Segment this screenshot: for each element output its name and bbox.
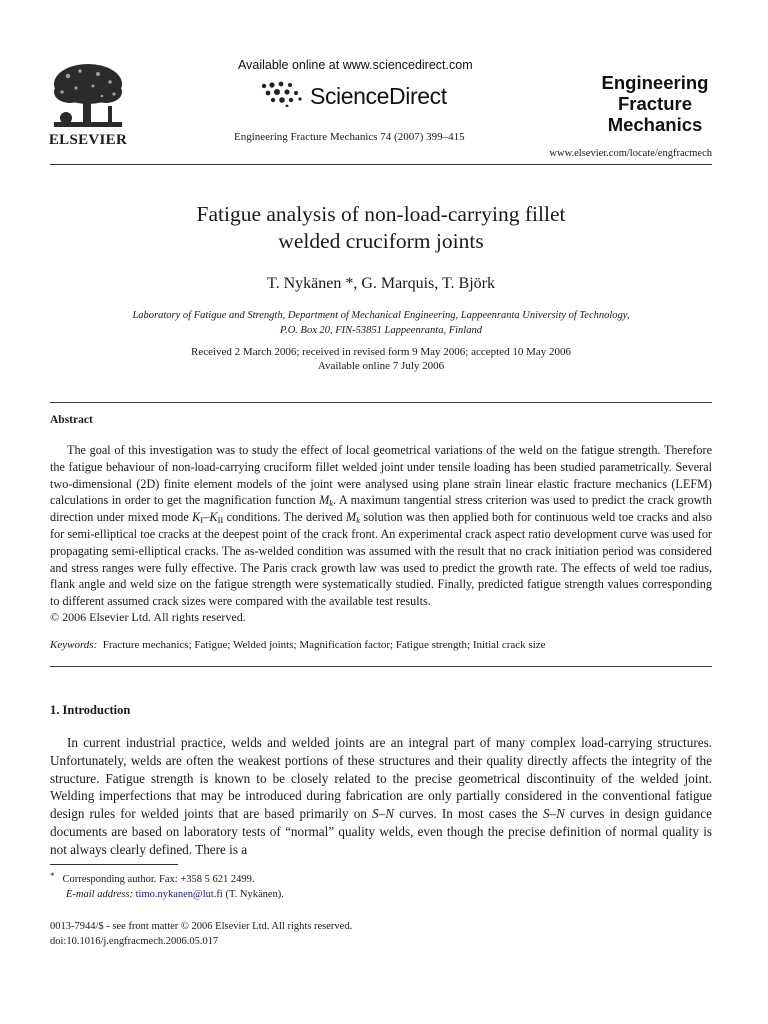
journal-name-line: Fracture: [617, 93, 693, 114]
introduction-text: In current industrial practice, welds and welded joints are an integral part of many complex load-carrying structures. Unfortunately, welds are often the weakest portions of these structures and their quality directly affects the integrity of the structure. Fatigue strength is known to be closely related to the precise geometrical discontinuity of the welded joint. Welding imperfections that may be introduced during fabrication are only partially considered in the conventional fatigue design rules for welded joints that are based primarily on S–N curves. In most cases the S–N curves in design guidance documents are based on laboratory tests of “normal” quality welds, even though the precise definition of normal quality is not always clearly defined. There is a: [50, 735, 712, 857]
corresponding-author-note: * Corresponding author. Fax: +358 5 621 2499.: [50, 871, 255, 885]
journal-name-line: Engineering: [601, 72, 709, 93]
article-title: [50, 201, 712, 255]
email-note: E-mail address: timo.nykanen@lut.fi (T. Nykänen).: [66, 889, 284, 900]
keywords-label: Keywords:: [50, 639, 98, 651]
elsevier-logo: [48, 62, 128, 150]
section-heading: 1. Introduction: [50, 703, 131, 717]
article-dates: [50, 345, 712, 373]
elsevier-tree-icon: [48, 62, 128, 130]
doi-link[interactable]: doi:10.1016/j.engfracmech.2006.05.017: [50, 936, 219, 947]
affiliation: [50, 308, 712, 338]
title-line: welded cruciform joints: [278, 229, 484, 253]
affiliation-line: Laboratory of Fatigue and Strength, Department of Mechanical Engineering, Lappeenranta University of Technology,: [132, 310, 630, 321]
abstract-divider-top: [50, 402, 712, 403]
journal-url-link[interactable]: www.elsevier.com/locate/engfracmech: [549, 148, 712, 159]
affiliation-line: P.O. Box 20, FIN-53851 Lappeenranta, Finland: [280, 325, 482, 336]
authors: T. Nykänen *, G. Marquis, T. Björk: [267, 275, 495, 292]
available-online-text: Available online at www.sciencedirect.com: [238, 58, 473, 72]
journal-name-line: Mechanics: [607, 114, 703, 135]
header-divider: [50, 164, 712, 165]
keywords: [50, 639, 546, 651]
title-line: Fatigue analysis of non-load-carrying fillet: [196, 202, 566, 226]
issn-line: 0013-7944/$ - see front matter © 2006 Elsevier Ltd. All rights reserved.: [50, 921, 353, 932]
email-link[interactable]: timo.nykanen@lut.fi: [135, 889, 223, 900]
journal-name: [580, 72, 730, 135]
publisher-name: ELSEVIER: [48, 132, 128, 148]
keywords-list: Fracture mechanics; Fatigue; Welded joints; Magnification factor; Fatigue strength; Initial crack size: [102, 639, 546, 651]
sciencedirect-wordmark: ScienceDirect: [310, 83, 447, 109]
abstract-text: The goal of this investigation was to study the effect of local geometrical variations of the weld on the fatigue strength. Therefore the fatigue behaviour of non-load-carrying cruciform fillet welded joint under tensile loading has been studied parametrically. Several two-dimensional (2D) finite element models of the joint were analysed using plane strain linear elastic fracture mechanics (LEFM) calculations in order to get the magnification function $M_k$. A maximum tangential stress criterion was used to predict the crack growth direction under mixed mode $K_I-K_{II}$ conditions. The derived $M_k$ solution was then applied both for continuous weld toe cracks and also for semi-elliptical toe cracks at the deepest point of the crack front. An experimental crack aspect ratio development curve was used for propagating semi-elliptical cracks. The as-welded condition was assumed with the result that no crack initiation period was considered and stress ranges were fully effective. The Paris crack growth law was used to predict the growth rate. The effects of weld toe radius, flank angle and weld size on the fatigue strength were systematically studied. Finally, predicted fatigue strength values corresponding to different assumed crack sizes were compared with the available test results.: [50, 443, 712, 609]
footnote-divider: [50, 864, 178, 865]
footnote-marker: *: [50, 871, 55, 881]
copyright-notice: © 2006 Elsevier Ltd. All rights reserved.: [50, 610, 246, 624]
email-label: E-mail address:: [66, 889, 133, 900]
received-dates: Received 2 March 2006; received in revised form 9 May 2006; accepted 10 May 2006: [191, 346, 571, 358]
abstract-divider-bottom: [50, 666, 712, 667]
journal-reference: Engineering Fracture Mechanics 74 (2007) 399–415: [234, 131, 465, 143]
available-date: Available online 7 July 2006: [317, 360, 445, 372]
abstract-heading: Abstract: [50, 414, 93, 426]
sciencedirect-logo-icon: [260, 81, 306, 107]
